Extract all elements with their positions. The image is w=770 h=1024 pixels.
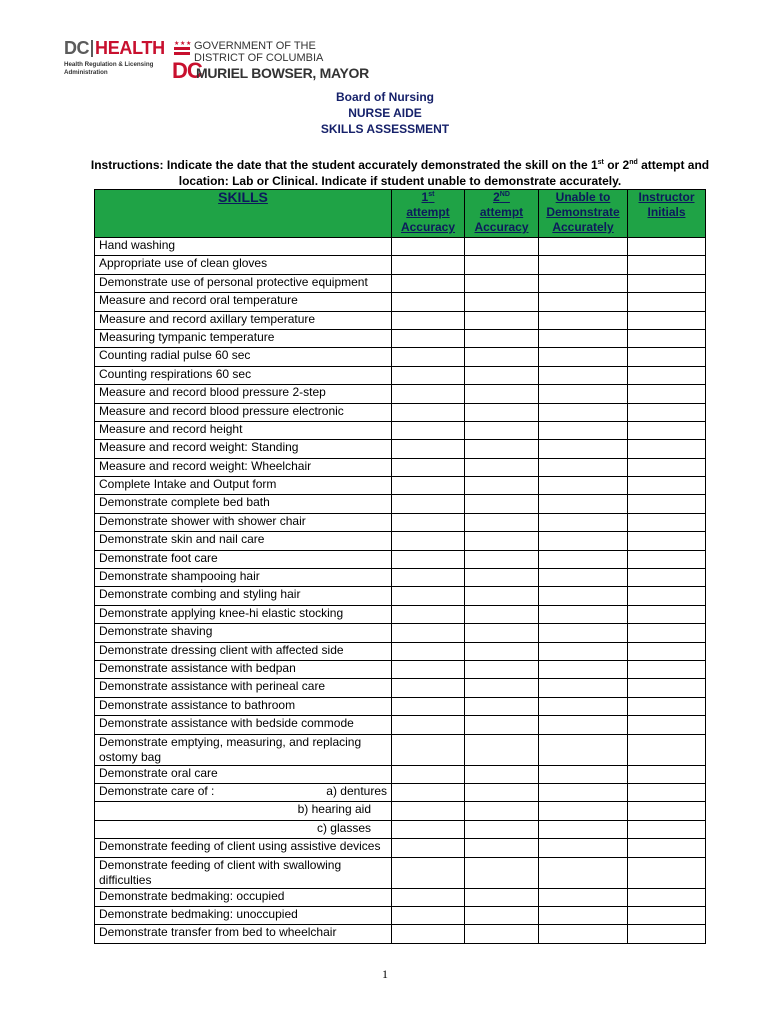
unable-cell[interactable] (539, 311, 628, 329)
first-attempt-cell[interactable] (392, 857, 465, 888)
second-attempt-cell[interactable] (465, 256, 539, 274)
second-attempt-cell[interactable] (465, 734, 539, 765)
instructor-cell[interactable] (628, 421, 706, 439)
table-row (95, 642, 706, 660)
skill-name: Measure and record height (95, 421, 392, 439)
instructor-cell[interactable] (628, 495, 706, 513)
skill-name: Measure and record weight: Wheelchair (95, 458, 392, 476)
table-row (95, 532, 706, 550)
skill-name: c) glasses (95, 820, 392, 838)
table-row (95, 697, 706, 715)
gov-mayor: MURIEL BOWSER, MAYOR (196, 65, 369, 81)
table-header-row (95, 190, 706, 238)
unable-cell[interactable] (539, 783, 628, 801)
unable-cell[interactable] (539, 587, 628, 605)
instructor-cell[interactable] (628, 532, 706, 550)
first-attempt-cell[interactable] (392, 587, 465, 605)
unable-cell[interactable] (539, 888, 628, 906)
unable-cell[interactable] (539, 857, 628, 888)
table-row (95, 765, 706, 783)
table-row (95, 440, 706, 458)
table-row (95, 477, 706, 495)
unable-cell[interactable] (539, 256, 628, 274)
instructor-cell[interactable] (628, 513, 706, 531)
second-attempt-cell[interactable] (465, 458, 539, 476)
instructions-part-2: or 2 (603, 158, 630, 172)
care-of-dentures: a) dentures (326, 783, 387, 798)
skill-name: Measure and record weight: Standing (95, 440, 392, 458)
first-attempt-cell[interactable] (392, 716, 465, 734)
instructor-cell[interactable] (628, 311, 706, 329)
second-attempt-cell[interactable] (465, 513, 539, 531)
first-attempt-cell[interactable] (392, 783, 465, 801)
second-attempt-cell[interactable] (465, 385, 539, 403)
first-attempt-cell[interactable] (392, 820, 465, 838)
skill-name: Demonstrate assistance to bathroom (95, 697, 392, 715)
first-attempt-cell[interactable] (392, 274, 465, 292)
unable-cell[interactable] (539, 624, 628, 642)
instructions-part-1: Instructions: Indicate the date that the student accurately demonstrated the skill on the 1 (90, 158, 598, 172)
table-row (95, 385, 706, 403)
instructor-cell[interactable] (628, 802, 706, 820)
skill-name: Demonstrate skin and nail care (95, 532, 392, 550)
table-row (95, 624, 706, 642)
instructor-cell[interactable] (628, 587, 706, 605)
gov-line-2: DISTRICT OF COLUMBIA (194, 52, 324, 64)
instructor-cell[interactable] (628, 366, 706, 384)
skill-name: Demonstrate transfer from bed to wheelchair (95, 925, 392, 943)
instructor-cell[interactable] (628, 783, 706, 801)
instructor-cell[interactable] (628, 440, 706, 458)
unable-cell[interactable] (539, 925, 628, 943)
unable-cell[interactable] (539, 274, 628, 292)
title-line-3: SKILLS ASSESSMENT (320, 122, 450, 136)
instructor-cell[interactable] (628, 329, 706, 347)
second-attempt-cell[interactable] (465, 532, 539, 550)
instructor-cell[interactable] (628, 293, 706, 311)
dc-health-logo-health: HEALTH (95, 38, 165, 58)
table-row (95, 403, 706, 421)
second-attempt-cell[interactable] (465, 660, 539, 678)
second-attempt-cell[interactable] (465, 624, 539, 642)
unable-cell[interactable] (539, 839, 628, 857)
skill-name: Counting respirations 60 sec (95, 366, 392, 384)
first-attempt-cell[interactable] (392, 550, 465, 568)
table-row (95, 569, 706, 587)
table-row (95, 839, 706, 857)
first-attempt-cell[interactable] (392, 925, 465, 943)
header-skills: SKILLS (95, 190, 392, 238)
instructor-cell[interactable] (628, 716, 706, 734)
instructor-cell[interactable] (628, 839, 706, 857)
skill-name: Demonstrate shaving (95, 624, 392, 642)
unable-cell[interactable] (539, 495, 628, 513)
table-row (95, 783, 706, 801)
instructor-cell[interactable] (628, 238, 706, 256)
skill-name: Demonstrate applying knee-hi elastic stocking (95, 605, 392, 623)
skill-name: Complete Intake and Output form (95, 477, 392, 495)
first-attempt-cell[interactable] (392, 839, 465, 857)
gov-line-1: GOVERNMENT OF THE (194, 40, 316, 52)
instructions-sup-2: nd (629, 159, 638, 166)
unable-cell[interactable] (539, 477, 628, 495)
second-attempt-cell[interactable] (465, 238, 539, 256)
second-attempt-cell[interactable] (465, 550, 539, 568)
instructor-cell[interactable] (628, 348, 706, 366)
unable-cell[interactable] (539, 440, 628, 458)
first-attempt-cell[interactable] (392, 293, 465, 311)
unable-cell[interactable] (539, 716, 628, 734)
first-attempt-cell[interactable] (392, 660, 465, 678)
table-row (95, 329, 706, 347)
first-attempt-cell[interactable] (392, 906, 465, 924)
unable-cell[interactable] (539, 348, 628, 366)
unable-cell[interactable] (539, 550, 628, 568)
first-attempt-cell[interactable] (392, 697, 465, 715)
table-row (95, 495, 706, 513)
first-attempt-cell[interactable] (392, 888, 465, 906)
instructor-cell[interactable] (628, 857, 706, 888)
header-second-attempt: 2ND attempt Accuracy (465, 190, 539, 238)
dc-health-logo-subtitle: Health Regulation & Licensing Administration (64, 61, 154, 76)
unable-cell[interactable] (539, 679, 628, 697)
unable-cell[interactable] (539, 802, 628, 820)
second-attempt-cell[interactable] (465, 839, 539, 857)
first-attempt-cell[interactable] (392, 311, 465, 329)
skill-name: Appropriate use of clean gloves (95, 256, 392, 274)
table-row (95, 513, 706, 531)
unable-cell[interactable] (539, 734, 628, 765)
unable-cell[interactable] (539, 458, 628, 476)
instructor-cell[interactable] (628, 888, 706, 906)
skill-name: Demonstrate shower with shower chair (95, 513, 392, 531)
instructions-part-3: attempt and location: Lab or Clinical. Indicate if student unable to demonstrate accurately. (178, 158, 710, 188)
unable-cell[interactable] (539, 697, 628, 715)
unable-cell[interactable] (539, 765, 628, 783)
instructor-cell[interactable] (628, 642, 706, 660)
header-first-attempt: 1st attempt Accuracy (392, 190, 465, 238)
table-row (95, 679, 706, 697)
skill-name: Hand washing (95, 238, 392, 256)
instructor-cell[interactable] (628, 477, 706, 495)
instructions-sup-1: st (597, 159, 604, 166)
second-attempt-cell[interactable] (465, 569, 539, 587)
gov-dc-mark: DC (172, 58, 202, 83)
instructor-cell[interactable] (628, 765, 706, 783)
second-attempt-cell[interactable] (465, 329, 539, 347)
second-attempt-cell[interactable] (465, 716, 539, 734)
second-attempt-cell[interactable] (465, 906, 539, 924)
table-row (95, 366, 706, 384)
first-attempt-cell[interactable] (392, 532, 465, 550)
skill-name: Demonstrate emptying, measuring, and replacing ostomy bag (95, 734, 392, 765)
skills-table-body (95, 238, 706, 944)
unable-cell[interactable] (539, 366, 628, 384)
table-row (95, 421, 706, 439)
second-attempt-cell[interactable] (465, 765, 539, 783)
unable-cell[interactable] (539, 385, 628, 403)
skill-name: Demonstrate assistance with perineal care (95, 679, 392, 697)
second-attempt-cell[interactable] (465, 642, 539, 660)
first-attempt-cell[interactable] (392, 477, 465, 495)
unable-cell[interactable] (539, 238, 628, 256)
unable-cell[interactable] (539, 642, 628, 660)
dc-health-logo (64, 38, 176, 90)
skill-name: Measure and record blood pressure 2-step (95, 385, 392, 403)
unable-cell[interactable] (539, 329, 628, 347)
instructor-cell[interactable] (628, 385, 706, 403)
second-attempt-cell[interactable] (465, 857, 539, 888)
first-attempt-cell[interactable] (392, 440, 465, 458)
second-attempt-cell[interactable] (465, 820, 539, 838)
second-attempt-cell[interactable] (465, 495, 539, 513)
first-attempt-cell[interactable] (392, 329, 465, 347)
first-attempt-cell[interactable] (392, 256, 465, 274)
skill-name: Demonstrate bedmaking: unoccupied (95, 906, 392, 924)
instructor-cell[interactable] (628, 550, 706, 568)
second-attempt-cell[interactable] (465, 311, 539, 329)
second-attempt-cell[interactable] (465, 802, 539, 820)
unable-cell[interactable] (539, 906, 628, 924)
first-attempt-cell[interactable] (392, 765, 465, 783)
table-row (95, 820, 706, 838)
first-attempt-cell[interactable] (392, 642, 465, 660)
table-row (95, 348, 706, 366)
dc-government-logo (172, 40, 369, 84)
second-attempt-cell[interactable] (465, 366, 539, 384)
instructions (84, 157, 716, 189)
first-attempt-cell[interactable] (392, 385, 465, 403)
table-row (95, 906, 706, 924)
table-row (95, 587, 706, 605)
dc-health-logo-dc: DC (64, 38, 89, 58)
dc-health-logo-divider (91, 40, 93, 57)
second-attempt-cell[interactable] (465, 274, 539, 292)
instructor-cell[interactable] (628, 605, 706, 623)
unable-cell[interactable] (539, 293, 628, 311)
unable-cell[interactable] (539, 569, 628, 587)
first-attempt-cell[interactable] (392, 348, 465, 366)
first-attempt-cell[interactable] (392, 421, 465, 439)
first-attempt-cell[interactable] (392, 366, 465, 384)
first-attempt-cell[interactable] (392, 605, 465, 623)
skill-name: Measure and record blood pressure electronic (95, 403, 392, 421)
care-of-label: Demonstrate care of : (99, 783, 215, 798)
header-instructor: Instructor Initials (628, 190, 706, 238)
skill-name: Demonstrate assistance with bedside commode (95, 716, 392, 734)
title-line-1: Board of Nursing (336, 90, 434, 104)
skill-name: Demonstrate bedmaking: occupied (95, 888, 392, 906)
first-attempt-cell[interactable] (392, 458, 465, 476)
second-attempt-cell[interactable] (465, 888, 539, 906)
header-unable: Unable to Demonstrate Accurately (539, 190, 628, 238)
second-attempt-cell[interactable] (465, 293, 539, 311)
skill-name: Demonstrate complete bed bath (95, 495, 392, 513)
page-number: 1 (382, 967, 388, 981)
instructor-cell[interactable] (628, 256, 706, 274)
instructor-cell[interactable] (628, 925, 706, 943)
first-attempt-cell[interactable] (392, 513, 465, 531)
second-attempt-cell[interactable] (465, 587, 539, 605)
second-attempt-cell[interactable] (465, 679, 539, 697)
instructor-cell[interactable] (628, 624, 706, 642)
table-row (95, 605, 706, 623)
unable-cell[interactable] (539, 605, 628, 623)
unable-cell[interactable] (539, 403, 628, 421)
second-attempt-cell[interactable] (465, 403, 539, 421)
table-row (95, 734, 706, 765)
table-row (95, 888, 706, 906)
instructor-cell[interactable] (628, 458, 706, 476)
second-attempt-cell[interactable] (465, 440, 539, 458)
table-row (95, 458, 706, 476)
unable-cell[interactable] (539, 820, 628, 838)
first-attempt-cell[interactable] (392, 679, 465, 697)
instructor-cell[interactable] (628, 274, 706, 292)
table-row (95, 716, 706, 734)
instructor-cell[interactable] (628, 569, 706, 587)
first-attempt-cell[interactable] (392, 802, 465, 820)
first-attempt-cell[interactable] (392, 495, 465, 513)
skill-name: Counting radial pulse 60 sec (95, 348, 392, 366)
skill-name: Demonstrate combing and styling hair (95, 587, 392, 605)
skill-name: Demonstrate feeding of client using assistive devices (95, 839, 392, 857)
table-row (95, 256, 706, 274)
second-attempt-cell[interactable] (465, 421, 539, 439)
skill-name: Measuring tympanic temperature (95, 329, 392, 347)
skill-name: Measure and record oral temperature (95, 293, 392, 311)
second-attempt-cell[interactable] (465, 477, 539, 495)
instructor-cell[interactable] (628, 679, 706, 697)
table-row (95, 274, 706, 292)
first-attempt-cell[interactable] (392, 624, 465, 642)
table-row (95, 293, 706, 311)
instructor-cell[interactable] (628, 403, 706, 421)
instructor-cell[interactable] (628, 906, 706, 924)
unable-cell[interactable] (539, 513, 628, 531)
table-row (95, 660, 706, 678)
second-attempt-cell[interactable] (465, 348, 539, 366)
skill-name: Measure and record axillary temperature (95, 311, 392, 329)
document-title (0, 89, 770, 137)
first-attempt-cell[interactable] (392, 569, 465, 587)
second-attempt-cell[interactable] (465, 697, 539, 715)
table-row (95, 925, 706, 943)
first-attempt-cell[interactable] (392, 238, 465, 256)
instructor-cell[interactable] (628, 734, 706, 765)
skill-name: b) hearing aid (95, 802, 392, 820)
instructor-cell[interactable] (628, 820, 706, 838)
skill-name: Demonstrate feeding of client with swallowing difficulties (95, 857, 392, 888)
skill-care-of (95, 783, 392, 801)
unable-cell[interactable] (539, 660, 628, 678)
instructor-cell[interactable] (628, 660, 706, 678)
title-line-2: NURSE AIDE (348, 106, 422, 120)
skill-name: Demonstrate use of personal protective equipment (95, 274, 392, 292)
table-row (95, 857, 706, 888)
skills-table (94, 189, 706, 944)
skill-name: Demonstrate foot care (95, 550, 392, 568)
second-attempt-cell[interactable] (465, 605, 539, 623)
skill-name: Demonstrate dressing client with affected side (95, 642, 392, 660)
unable-cell[interactable] (539, 532, 628, 550)
skill-name: Demonstrate shampooing hair (95, 569, 392, 587)
instructor-cell[interactable] (628, 697, 706, 715)
skill-name: Demonstrate oral care (95, 765, 392, 783)
first-attempt-cell[interactable] (392, 403, 465, 421)
first-attempt-cell[interactable] (392, 734, 465, 765)
table-row (95, 311, 706, 329)
skill-name: Demonstrate assistance with bedpan (95, 660, 392, 678)
dc-flag-icon: ★ ★ ★ (172, 40, 192, 56)
table-row (95, 238, 706, 256)
unable-cell[interactable] (539, 421, 628, 439)
second-attempt-cell[interactable] (465, 925, 539, 943)
second-attempt-cell[interactable] (465, 783, 539, 801)
table-row (95, 550, 706, 568)
table-row (95, 802, 706, 820)
